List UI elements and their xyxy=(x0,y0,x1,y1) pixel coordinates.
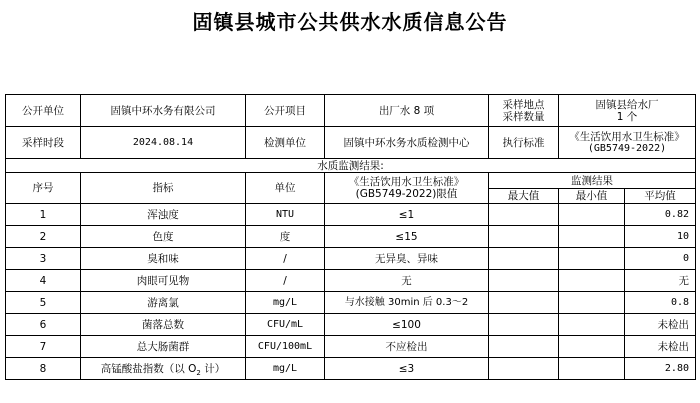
row-indicator: 菌落总数 xyxy=(81,314,246,336)
info-row-1 xyxy=(6,95,696,127)
row-indicator-sub: 2 xyxy=(196,368,201,377)
table-row xyxy=(6,226,696,248)
water-quality-table xyxy=(5,94,696,380)
sample-place-count-label xyxy=(489,95,559,127)
standard-value-line2: (GB5749-2022) xyxy=(587,142,667,154)
sample-place-count-value xyxy=(559,95,696,127)
column-header-row-1 xyxy=(6,173,696,189)
test-unit-label: 检测单位 xyxy=(246,127,325,159)
row-indicator: 色度 xyxy=(81,226,246,248)
row-unit: CFU/mL xyxy=(246,314,325,336)
test-unit-value: 固镇中环水务水质检测中心 xyxy=(325,127,489,159)
row-max xyxy=(489,336,559,358)
table-row xyxy=(6,248,696,270)
row-no: 3 xyxy=(6,248,81,270)
item-value: 出厂水 8 项 xyxy=(325,95,489,127)
row-max xyxy=(489,358,559,380)
col-limit-line1: 《生活饮用水卫生标准》 xyxy=(348,176,465,188)
row-min xyxy=(559,204,625,226)
col-min: 最小值 xyxy=(559,189,625,204)
row-indicator xyxy=(81,358,246,380)
table-row xyxy=(6,358,696,380)
sample-place-value: 固镇县给水厂 xyxy=(595,98,659,111)
col-limit-line2: (GB5749-2022)限值 xyxy=(355,188,458,200)
row-limit: 无 xyxy=(325,270,489,292)
row-avg: 未检出 xyxy=(625,314,696,336)
row-avg: 0 xyxy=(625,248,696,270)
standard-label: 执行标准 xyxy=(489,127,559,159)
row-indicator: 肉眼可见物 xyxy=(81,270,246,292)
row-no: 5 xyxy=(6,292,81,314)
col-avg: 平均值 xyxy=(625,189,696,204)
row-max xyxy=(489,292,559,314)
row-no: 7 xyxy=(6,336,81,358)
sample-count-label: 采样数量 xyxy=(502,110,545,123)
row-avg: 无 xyxy=(625,270,696,292)
standard-value xyxy=(559,127,696,159)
sample-place-label: 采样地点 xyxy=(502,98,545,111)
row-avg: 10 xyxy=(625,226,696,248)
col-limit xyxy=(325,173,489,204)
col-max: 最大值 xyxy=(489,189,559,204)
row-min xyxy=(559,248,625,270)
col-monitor: 监测结果 xyxy=(489,173,696,189)
col-unit: 单位 xyxy=(246,173,325,204)
row-limit: ≤1 xyxy=(325,204,489,226)
standard-value-line1: 《生活饮用水卫生标准》 xyxy=(569,130,685,143)
row-no: 8 xyxy=(6,358,81,380)
row-unit: CFU/100mL xyxy=(246,336,325,358)
table-row xyxy=(6,204,696,226)
row-min xyxy=(559,292,625,314)
col-no: 序号 xyxy=(6,173,81,204)
row-unit: / xyxy=(246,270,325,292)
row-unit: / xyxy=(246,248,325,270)
table-row xyxy=(6,314,696,336)
item-label: 公开项目 xyxy=(246,95,325,127)
row-max xyxy=(489,204,559,226)
sample-time-value: 2024.08.14 xyxy=(81,127,246,159)
row-no: 2 xyxy=(6,226,81,248)
row-no: 6 xyxy=(6,314,81,336)
row-min xyxy=(559,314,625,336)
row-avg: 0.8 xyxy=(625,292,696,314)
row-limit: 与水接触 30min 后 0.3～2 xyxy=(325,292,489,314)
row-indicator: 总大肠菌群 xyxy=(81,336,246,358)
row-indicator: 游离氯 xyxy=(81,292,246,314)
row-unit: mg/L xyxy=(246,292,325,314)
results-caption: 水质监测结果: xyxy=(6,159,696,173)
row-limit: 无异臭、异味 xyxy=(325,248,489,270)
publisher-value: 固镇中环水务有限公司 xyxy=(81,95,246,127)
row-max xyxy=(489,248,559,270)
table-row xyxy=(6,336,696,358)
row-unit: mg/L xyxy=(246,358,325,380)
row-min xyxy=(559,358,625,380)
row-min xyxy=(559,226,625,248)
row-indicator-tail: 计） xyxy=(200,362,226,375)
row-limit: ≤3 xyxy=(325,358,489,380)
sample-time-label: 采样时段 xyxy=(6,127,81,159)
row-min xyxy=(559,336,625,358)
page-title: 固镇县城市公共供水水质信息公告 xyxy=(192,10,508,34)
row-max xyxy=(489,270,559,292)
row-indicator-main: 高锰酸盐指数（以 O xyxy=(100,362,197,375)
row-limit: ≤100 xyxy=(325,314,489,336)
publisher-label: 公开单位 xyxy=(6,95,81,127)
row-avg: 2.80 xyxy=(625,358,696,380)
col-indicator: 指标 xyxy=(81,173,246,204)
sample-count-value: 1 个 xyxy=(616,110,638,123)
row-avg: 0.82 xyxy=(625,204,696,226)
row-indicator: 臭和味 xyxy=(81,248,246,270)
row-unit: 度 xyxy=(246,226,325,248)
row-max xyxy=(489,226,559,248)
results-caption-row xyxy=(6,159,696,173)
row-avg: 未检出 xyxy=(625,336,696,358)
row-unit: NTU xyxy=(246,204,325,226)
row-max xyxy=(489,314,559,336)
row-limit: ≤15 xyxy=(325,226,489,248)
table-row xyxy=(6,292,696,314)
info-row-2 xyxy=(6,127,696,159)
table-row xyxy=(6,270,696,292)
row-min xyxy=(559,270,625,292)
row-limit: 不应检出 xyxy=(325,336,489,358)
row-no: 4 xyxy=(6,270,81,292)
row-indicator: 浑浊度 xyxy=(81,204,246,226)
row-no: 1 xyxy=(6,204,81,226)
